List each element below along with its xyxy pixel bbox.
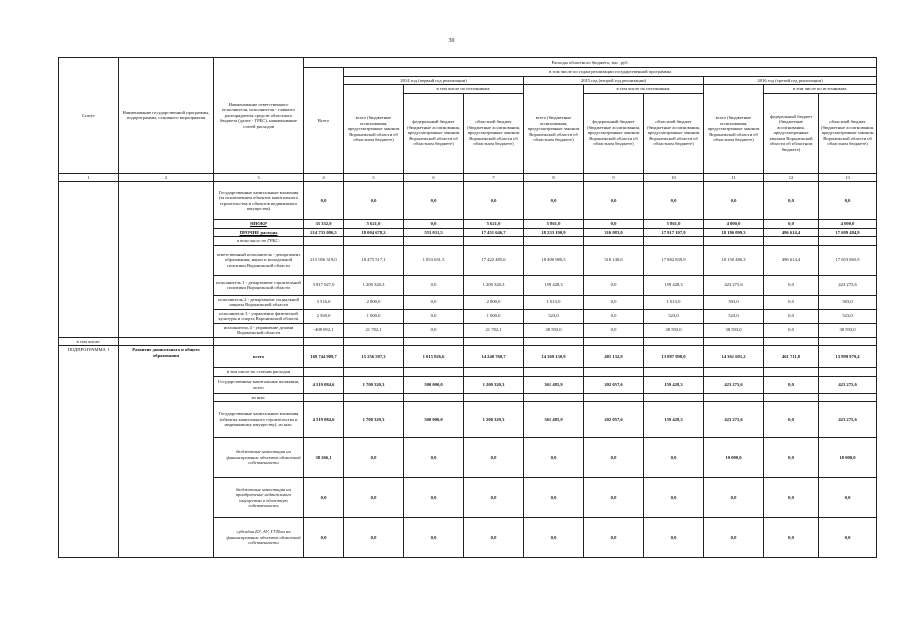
header-regional-2016: областной бюджет (бюджетные ассигнования, предусмотренные законом Воронежской области об областном бюджете)	[819, 93, 877, 173]
value-cell: 553 031,5	[404, 228, 464, 237]
value-cell: 0,0	[584, 275, 644, 295]
value-cell: 18 475 517,1	[344, 245, 404, 275]
value-cell: 17 422 485,6	[464, 245, 524, 275]
empty-cell	[764, 393, 819, 402]
value-cell: 0,0	[584, 438, 644, 478]
empty-cell	[464, 368, 524, 377]
value-cell: 0,0	[344, 518, 404, 558]
value-cell: 503,0	[704, 295, 764, 309]
empty-cell	[344, 368, 404, 377]
empty-cell	[404, 337, 464, 346]
value-cell: 0,0	[304, 518, 344, 558]
column-number: 6	[404, 173, 464, 182]
value-cell: 0,0	[524, 182, 584, 220]
column-number: 1	[59, 173, 119, 182]
value-cell: 2 000,0	[464, 295, 524, 309]
value-cell: 1 200 320,3	[464, 275, 524, 295]
value-cell: 423 275,6	[704, 402, 764, 438]
subprogram-name: Развитие дошкольного и общего образования	[119, 346, 214, 558]
column-number: 5	[344, 173, 404, 182]
row-label: исполнитель 2 - департамент социальной защиты Воронежской области	[214, 295, 304, 309]
column-number: 2	[119, 173, 214, 182]
header-expenses-title: Расходы областного бюджета, тыс. руб.	[304, 58, 877, 68]
value-cell: -408 092,1	[304, 323, 344, 337]
empty-cell	[464, 393, 524, 402]
value-cell: 0,0	[584, 220, 644, 229]
value-cell: 17 917 107,9	[644, 228, 704, 237]
column-number: 11	[704, 173, 764, 182]
value-cell: 423 275,6	[819, 376, 877, 393]
row-label: бюджетные инвестиции на финансирование объектов областной собственности	[214, 438, 304, 478]
value-cell: 481 132,9	[584, 346, 644, 368]
column-number: 13	[819, 173, 877, 182]
column-number: 9	[584, 173, 644, 182]
empty-cell	[584, 368, 644, 377]
column-numbers-row	[59, 173, 877, 182]
column-number: 3	[214, 173, 304, 182]
value-cell: 159 428,3	[644, 402, 704, 438]
header-executor: Наименование ответственного исполнителя, исполнителя - главного распорядителя средств областного бюджета (далее - ГРБС), наименование статей расходов	[214, 58, 304, 174]
value-cell: 1 200 320,3	[464, 402, 524, 438]
value-cell: 215 056 319,0	[304, 245, 344, 275]
value-cell: 5 621,0	[464, 220, 524, 229]
value-cell: 5 621,0	[344, 220, 404, 229]
value-cell: 0,0	[404, 478, 464, 518]
row-label: ПРОЧИЕ расходы	[214, 228, 304, 237]
value-cell: 159 428,3	[644, 376, 704, 393]
value-cell: 1 000,0	[464, 309, 524, 323]
value-cell: 0,0	[764, 518, 819, 558]
header-by-years: в том числе по годам реализации государственной программы	[344, 68, 877, 77]
value-cell: 17 451 646,7	[464, 228, 524, 237]
value-cell: 159 428,3	[644, 275, 704, 295]
value-cell: 500 000,0	[404, 402, 464, 438]
empty-cell	[704, 337, 764, 346]
value-cell: 35 332,0	[304, 220, 344, 229]
header-status: Статус	[59, 58, 119, 174]
value-cell: 0,0	[764, 275, 819, 295]
value-cell: 0,0	[344, 478, 404, 518]
column-number: 4	[304, 173, 344, 182]
row-label: в том числе по ГРБС:	[214, 237, 304, 246]
value-cell: 5 861,0	[524, 220, 584, 229]
value-cell: 3 817 027,0	[304, 275, 344, 295]
row-label: Государственные капитальные вложения (объекты капитального строительства и недвижимому имуществу), из них:	[214, 402, 304, 438]
empty-cell	[819, 368, 877, 377]
value-cell: 361 485,9	[524, 402, 584, 438]
empty-cell	[304, 337, 344, 346]
column-number: 7	[464, 173, 524, 182]
table-row	[59, 182, 877, 220]
empty-cell	[524, 393, 584, 402]
column-number: 12	[764, 173, 819, 182]
empty-cell	[764, 368, 819, 377]
value-cell: 316 083,0	[584, 228, 644, 237]
value-cell: 503,0	[819, 295, 877, 309]
value-cell: 202 057,6	[584, 376, 644, 393]
value-cell: 0,0	[464, 478, 524, 518]
value-cell: 3 516,0	[304, 295, 344, 309]
value-cell: 0,0	[584, 518, 644, 558]
value-cell: 4 000,0	[704, 220, 764, 229]
value-cell: 0,0	[524, 478, 584, 518]
page-number: 30	[448, 38, 455, 44]
v-tom-chisle-label: в том числе:	[59, 337, 119, 346]
value-cell: 461 711,8	[764, 346, 819, 368]
value-cell	[644, 237, 704, 246]
empty-cell	[644, 337, 704, 346]
value-cell: 0,0	[524, 438, 584, 478]
value-cell: 1 700 320,3	[344, 376, 404, 393]
value-cell: 0,0	[464, 438, 524, 478]
row-label: всего	[214, 346, 304, 368]
value-cell: 423 275,6	[704, 376, 764, 393]
value-cell: 0,0	[704, 182, 764, 220]
value-cell: 0,0	[764, 323, 819, 337]
value-cell: 0,0	[464, 182, 524, 220]
value-cell: 0,0	[819, 478, 877, 518]
value-cell: 523,0	[819, 309, 877, 323]
value-cell	[524, 237, 584, 246]
value-cell	[764, 237, 819, 246]
row-label: исполнитель 3 - управление физической культуры и спорта Воронежской области	[214, 309, 304, 323]
value-cell: 13 899 979,4	[819, 346, 877, 368]
empty-cell	[304, 393, 344, 402]
column-number: 10	[644, 173, 704, 182]
value-cell	[704, 237, 764, 246]
row-label: бюджетные инвестиции на приобретение недвижимого имущества в областную собственность	[214, 478, 304, 518]
empty-cell	[304, 368, 344, 377]
row-label: исполнитель 4 - управление делами Воронежской области	[214, 323, 304, 337]
empty-cell	[344, 393, 404, 402]
value-cell: 1 700 320,3	[344, 402, 404, 438]
value-cell: 4 000,0	[819, 220, 877, 229]
header-col-total-2016: всего (бюджетные ассигнования, предусмотренные законом Воронежской области об областном бюджете)	[704, 85, 764, 174]
value-cell	[304, 237, 344, 246]
row-label: из них:	[214, 393, 304, 402]
program-name-cell	[119, 182, 214, 338]
value-cell: 4 519 084,6	[304, 376, 344, 393]
value-cell: 361 485,9	[524, 376, 584, 393]
value-cell: 0,0	[584, 182, 644, 220]
value-cell	[344, 237, 404, 246]
value-cell: 0,0	[584, 478, 644, 518]
value-cell: 38 593,0	[819, 323, 877, 337]
value-cell: 17 689 484,9	[819, 228, 877, 237]
value-cell: 13 887 998,0	[644, 346, 704, 368]
value-cell: 214 733 086,5	[304, 228, 344, 237]
header-year-2016: 2016 год (третий год реализации)	[704, 76, 877, 85]
value-cell: 0,0	[404, 182, 464, 220]
header-federal-2016: федеральный бюджет (бюджетные ассигнования, предусмотренные законом Воронежской области об областном бюджете)	[764, 93, 819, 173]
status-cell	[59, 182, 119, 338]
subprogram-status: ПОДПРОГРАММА 1	[59, 346, 119, 558]
value-cell: 0,0	[644, 478, 704, 518]
value-cell: 1 200 320,3	[464, 376, 524, 393]
header-year-2014: 2014 год (первый год реализации)	[344, 76, 524, 85]
value-cell: 0,0	[764, 182, 819, 220]
value-cell: 0,0	[584, 309, 644, 323]
value-cell: 14 361 691,2	[704, 346, 764, 368]
value-cell: 0,0	[764, 220, 819, 229]
empty-cell	[404, 393, 464, 402]
value-cell: 0,0	[819, 182, 877, 220]
value-cell: 21 782,1	[344, 323, 404, 337]
value-cell: 202 057,6	[584, 402, 644, 438]
header-total: Всего	[304, 68, 344, 174]
value-cell: 0,0	[404, 220, 464, 229]
value-cell: 5 861,0	[644, 220, 704, 229]
value-cell: 423 275,6	[819, 402, 877, 438]
value-cell: 14 240 760,7	[464, 346, 524, 368]
empty-cell	[344, 337, 404, 346]
value-cell: 17 653 865,9	[819, 245, 877, 275]
value-cell: 2 000,0	[344, 295, 404, 309]
empty-cell	[214, 337, 304, 346]
value-cell: 0,0	[464, 518, 524, 558]
budget-table	[58, 57, 877, 558]
value-cell: 38 266,1	[304, 438, 344, 478]
row-label: НИОКР	[214, 220, 304, 229]
value-cell: 10 000,0	[819, 438, 877, 478]
value-cell: 0,0	[704, 478, 764, 518]
row-label: Государственные капитальные вложения (за исключением объектов капитального строительства и объектов недвижимого имущества)	[214, 182, 304, 220]
value-cell: 0,0	[644, 182, 704, 220]
table-row	[59, 337, 877, 346]
empty-cell	[404, 368, 464, 377]
value-cell: 1 000,0	[344, 309, 404, 323]
value-cell	[464, 237, 524, 246]
header-federal-2014: федеральный бюджет (бюджетные ассигнования, предусмотренные законом Воронежской области об областном бюджете)	[404, 93, 464, 173]
empty-cell	[119, 337, 214, 346]
value-cell: 0,0	[404, 323, 464, 337]
row-label: Государственные капитальные вложения, всего	[214, 376, 304, 393]
value-cell: 0,0	[404, 275, 464, 295]
row-label: в том числе по статьям расходов	[214, 368, 304, 377]
empty-cell	[819, 337, 877, 346]
value-cell: 17 882 839,9	[644, 245, 704, 275]
value-cell: 2 569,0	[304, 309, 344, 323]
value-cell: 1 013,0	[524, 295, 584, 309]
header-regional-2015: областной бюджет (бюджетные ассигнования, предусмотренные законом Воронежской области об областном бюджете)	[644, 93, 704, 173]
empty-cell	[704, 393, 764, 402]
value-cell: 500 000,0	[404, 376, 464, 393]
value-cell: 1 013,0	[644, 295, 704, 309]
header-program-name: Наименование государственной программы, подпрограммы, основного мероприятия	[119, 58, 214, 174]
value-cell: 0,0	[404, 518, 464, 558]
value-cell: 0,0	[764, 309, 819, 323]
value-cell: 1 200 320,3	[344, 275, 404, 295]
value-cell: 15 256 587,3	[344, 346, 404, 368]
value-cell: 0,0	[764, 478, 819, 518]
value-cell: 21 782,1	[464, 323, 524, 337]
value-cell: 0,0	[404, 295, 464, 309]
value-cell: 0,0	[819, 518, 877, 558]
header-year-2015: 2015 год (второй год реализации)	[524, 76, 704, 85]
value-cell: 38 593,0	[644, 323, 704, 337]
value-cell: 169 744 909,7	[304, 346, 344, 368]
value-cell: 523,0	[524, 309, 584, 323]
empty-cell	[644, 368, 704, 377]
empty-cell	[704, 368, 764, 377]
empty-cell	[524, 337, 584, 346]
value-cell: 0,0	[404, 309, 464, 323]
header-col-total-2015: всего (бюджетные ассигнования, предусмотренные законом Воронежской области об областном бюджете)	[524, 85, 584, 174]
value-cell: 523,0	[704, 309, 764, 323]
empty-cell	[584, 393, 644, 402]
value-cell: 0,0	[764, 438, 819, 478]
value-cell: 0,0	[584, 323, 644, 337]
value-cell: 4 519 084,6	[304, 402, 344, 438]
column-number: 8	[524, 173, 584, 182]
empty-cell	[524, 368, 584, 377]
header-federal-2015: федеральный бюджет (бюджетные ассигнования, предусмотренные законом Воронежской области об областном бюджете)	[584, 93, 644, 173]
value-cell	[584, 237, 644, 246]
value-cell: 18 004 678,2	[344, 228, 404, 237]
empty-cell	[764, 337, 819, 346]
value-cell: 0,0	[304, 182, 344, 220]
value-cell: 0,0	[704, 518, 764, 558]
row-label: исполнитель 1 - департамент строительной политики Воронежской области	[214, 275, 304, 295]
value-cell: 18 400 980,5	[524, 245, 584, 275]
value-cell: 18 233 190,9	[524, 228, 584, 237]
value-cell: 518 140,6	[584, 245, 644, 275]
value-cell: 523,0	[644, 309, 704, 323]
value-cell: 423 275,6	[704, 275, 764, 295]
header-regional-2014: областной бюджет (бюджетные ассигнования, предусмотренные законом Воронежской области об областном бюджете)	[464, 93, 524, 173]
value-cell: 0,0	[524, 518, 584, 558]
value-cell: 18 150 480,3	[704, 245, 764, 275]
value-cell: 0,0	[584, 295, 644, 309]
value-cell: 14 369 130,9	[524, 346, 584, 368]
value-cell: 0,0	[764, 402, 819, 438]
value-cell: 496 614,4	[764, 228, 819, 237]
value-cell: 1 015 826,6	[404, 346, 464, 368]
value-cell: 0,0	[644, 438, 704, 478]
value-cell: 159 428,3	[524, 275, 584, 295]
value-cell	[404, 237, 464, 246]
value-cell	[819, 237, 877, 246]
value-cell: 0,0	[764, 295, 819, 309]
header-sources-2015: в том числе по источникам:	[584, 85, 704, 94]
value-cell: 0,0	[644, 518, 704, 558]
row-label: ответственный исполнитель - департамент образования, науки и молодежной политики Воронежской области	[214, 245, 304, 275]
value-cell: 0,0	[344, 182, 404, 220]
value-cell: 1 053 031,5	[404, 245, 464, 275]
header-sources-2014: в том числе по источникам:	[404, 85, 524, 94]
value-cell: 0,0	[764, 376, 819, 393]
value-cell: 38 593,0	[524, 323, 584, 337]
value-cell: 0,0	[304, 478, 344, 518]
header-col-total-2014: всего (бюджетные ассигнования, предусмотренные законом Воронежской области об областном бюджете)	[344, 85, 404, 174]
empty-cell	[644, 393, 704, 402]
value-cell: 496 614,4	[764, 245, 819, 275]
empty-cell	[584, 337, 644, 346]
value-cell: 0,0	[404, 438, 464, 478]
value-cell: 0,0	[344, 438, 404, 478]
value-cell: 38 593,0	[704, 323, 764, 337]
value-cell: 18 186 099,3	[704, 228, 764, 237]
value-cell: 423 275,6	[819, 275, 877, 295]
table-row	[59, 346, 877, 368]
header-sources-2016: в том числе по источникам:	[764, 85, 877, 94]
empty-cell	[819, 393, 877, 402]
value-cell: 10 000,0	[704, 438, 764, 478]
empty-cell	[464, 337, 524, 346]
row-label: субсидии БУ, АУ, ГУПам на финансирование объектов областной собственности	[214, 518, 304, 558]
